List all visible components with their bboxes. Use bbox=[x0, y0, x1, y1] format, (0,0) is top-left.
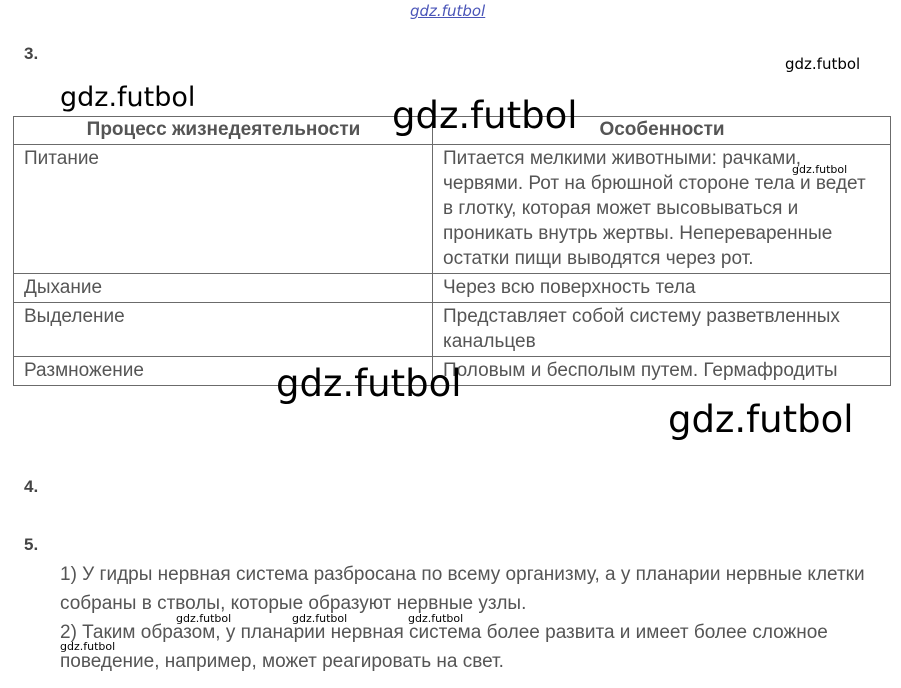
cell-process: Выделение bbox=[14, 303, 433, 357]
watermark-bottom-1: gdz.futbol bbox=[176, 612, 232, 625]
section-5-number: 5. bbox=[24, 535, 39, 554]
watermark-right: gdz.futbol bbox=[668, 398, 854, 441]
cell-feature: Через всю поверхность тела bbox=[433, 274, 891, 303]
cell-feature: Половым и бесполым путем. Гермафродиты bbox=[433, 357, 891, 386]
answer-5-paragraph-2: 2) Таким образом, у планарии нервная система более развита и имеет более сложное поведение, например, может реагировать на свет. bbox=[60, 622, 828, 672]
watermark-center: gdz.futbol bbox=[392, 94, 578, 137]
section-4-number: 4. bbox=[24, 477, 39, 496]
header-process: Процесс жизнедеятельности bbox=[14, 117, 433, 145]
watermark-cell: gdz.futbol bbox=[792, 163, 848, 176]
table-row bbox=[14, 145, 891, 274]
cell-feature: Представляет собой систему разветвленных канальцев bbox=[433, 303, 891, 357]
header-features: Особенности bbox=[433, 117, 891, 145]
answer-5-paragraph-1: 1) У гидры нервная система разбросана по всему организму, а у планарии нервные клетки собраны в стволы, которые образуют нервные узлы. bbox=[60, 564, 865, 614]
watermark-middle: gdz.futbol bbox=[276, 362, 462, 405]
cell-feature: Питается мелкими животными: рачками, червями. Рот на брюшной стороне тела и ведет в глотку, которая может высовываться и проникать внутрь жертвы. Непереваренные остатки пищи выводятся через рот. bbox=[433, 145, 891, 274]
cell-process: Дыхание bbox=[14, 274, 433, 303]
life-processes-table bbox=[13, 116, 891, 386]
section-3-number: 3. bbox=[24, 44, 39, 63]
watermark-bottom-2: gdz.futbol bbox=[292, 612, 348, 625]
watermark-top[interactable]: gdz.futbol bbox=[410, 2, 486, 20]
cell-process: Питание bbox=[14, 145, 433, 274]
cell-process: Размножение bbox=[14, 357, 433, 386]
table-row bbox=[14, 274, 891, 303]
watermark-bottom-4: gdz.futbol bbox=[60, 640, 116, 653]
watermark-right-small: gdz.futbol bbox=[785, 55, 861, 73]
table-row bbox=[14, 303, 891, 357]
watermark-left: gdz.futbol bbox=[60, 82, 196, 113]
watermark-bottom-3: gdz.futbol bbox=[408, 612, 464, 625]
